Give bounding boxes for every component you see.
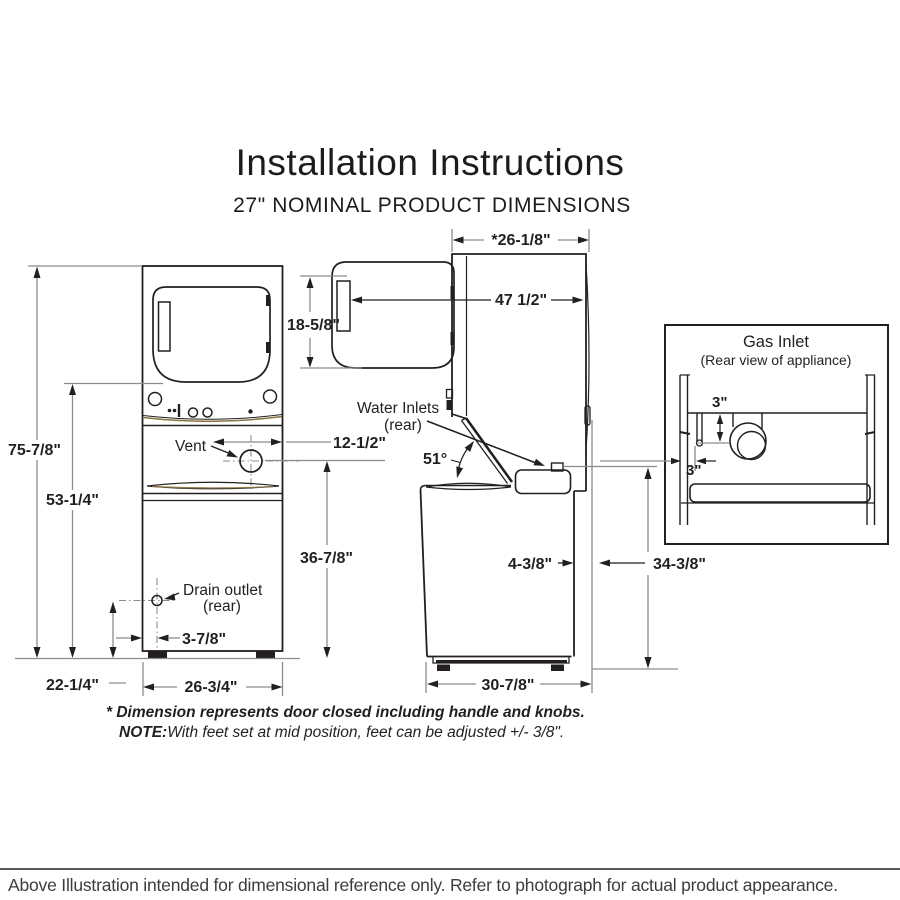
footer-divider [0, 868, 900, 870]
dim-vent-height: 36-7/8" [300, 550, 353, 567]
washer-lid-front-curve [147, 482, 279, 486]
vent-duct-inner [738, 432, 766, 460]
washer-base-bar [436, 660, 567, 664]
rear-access-panel [690, 484, 870, 502]
dim-gas-vertical-offset: 3" [712, 394, 728, 411]
control-knob-left [149, 393, 162, 406]
dim-washer-height: 34-3/8" [653, 556, 706, 573]
water-inlets-label: Water Inlets [357, 400, 440, 417]
footnote-door-closed: * Dimension represents door closed including handle and knobs. [106, 704, 585, 721]
dim-vent-offset: 12-1/2" [333, 435, 386, 452]
door-hinge-bottom [266, 342, 270, 353]
dim-clearance-door-open: 47 1/2" [495, 292, 548, 309]
footnote-feet-adjust [119, 723, 585, 743]
washer-lid-open-inner [462, 421, 508, 484]
dim-width: 26-3/4" [184, 679, 238, 696]
panel-button [189, 408, 198, 417]
water-inlets-sublabel: (rear) [384, 417, 422, 434]
washer-lid-open [466, 418, 512, 482]
drain-outlet-label: Drain outlet [183, 582, 263, 599]
door-hinge-top [266, 295, 270, 306]
dryer-door-handle [159, 302, 171, 351]
dim-washer-depth: 30-7/8" [481, 677, 535, 694]
dim-gas-horizontal-offset: 3" [686, 462, 702, 479]
control-knob-right [264, 390, 277, 403]
side-view-diagram [332, 254, 590, 671]
front-latch-dark [447, 400, 453, 410]
panel-dot [248, 409, 252, 413]
panel-dot [168, 409, 172, 413]
vent-label: Vent [175, 438, 207, 455]
dim-door-depth: 18-5/8" [287, 317, 340, 334]
drain-outlet-sublabel: (rear) [203, 598, 241, 615]
panel-marker [178, 404, 180, 417]
footnotes [106, 703, 585, 742]
page-title: Installation Instructions [235, 142, 625, 183]
dim-drain-height: 22-1/4" [46, 677, 99, 694]
dim-lid-angle: 51° [423, 451, 448, 468]
front-foot-right [256, 651, 275, 659]
washer-opening-curve [426, 487, 511, 490]
note-label: NOTE: [119, 723, 168, 741]
front-foot-left [148, 651, 167, 659]
gas-inlet-inset [600, 325, 888, 544]
dim-depth-door-closed: *26-1/8" [491, 232, 551, 249]
panel-button [203, 408, 212, 417]
rear-console [516, 470, 571, 494]
vent-duct-outer [730, 423, 766, 459]
side-foot-right [551, 665, 564, 672]
note-text: With feet set at mid position, feet can be adjusted +/- 3/8". [167, 723, 565, 741]
washer-lid-accent [152, 487, 274, 489]
gas-inlet-title: Gas Inlet [742, 333, 810, 351]
gas-inlet-subtitle: (Rear view of appliance) [700, 352, 852, 368]
dim-washer-section-height: 53-1/4" [46, 492, 99, 509]
side-foot-left [437, 665, 450, 672]
panel-dot [173, 409, 177, 413]
footer-disclaimer: Above Illustration intended for dimensional reference only. Refer to photograph for actual product appearance. [8, 875, 838, 895]
door-hinge-side [451, 332, 455, 345]
page-subtitle: 27" NOMINAL PRODUCT DIMENSIONS [233, 194, 631, 217]
door-hinge-side [451, 286, 455, 299]
dim-drain-offset: 3-7/8" [182, 631, 227, 648]
side-cabinet-outline [452, 254, 586, 491]
dim-overall-height: 75-7/8" [8, 442, 61, 459]
dim-water-inlet-offset: 4-3/8" [508, 556, 553, 573]
washer-front-edge [421, 490, 428, 657]
